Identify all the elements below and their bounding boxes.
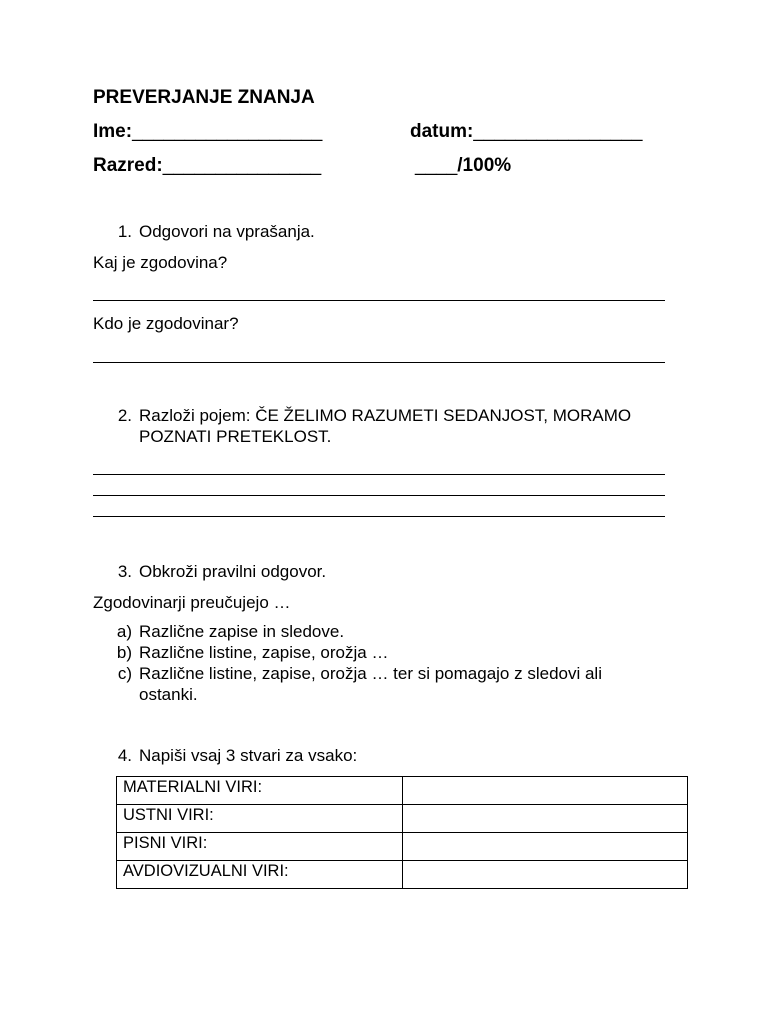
question-1a-text: Kaj je zgodovina? [93, 253, 228, 272]
name-field[interactable] [93, 121, 322, 143]
answer-line[interactable] [93, 474, 665, 475]
date-blank[interactable]: ________________ [473, 121, 643, 142]
date-label: datum: [410, 121, 474, 142]
row-label: MATERIALNI VIRI: [117, 777, 403, 805]
question-2-line1: Razloži pojem: ČE ŽELIMO RAZUMETI SEDANJOST, MORAMO [139, 406, 632, 425]
answer-cell[interactable] [403, 805, 688, 833]
option-a[interactable]: Različne zapise in sledove. [139, 622, 345, 641]
question-3-text: Obkroži pravilni odgovor. [139, 562, 327, 581]
answer-cell[interactable] [403, 861, 688, 889]
option-letter: c) [117, 664, 132, 683]
name-label: Ime: [93, 121, 133, 142]
class-blank[interactable]: _______________ [162, 155, 322, 176]
question-4-text: Napiši vsaj 3 stvari za vsako: [139, 746, 358, 765]
class-field[interactable] [93, 155, 321, 177]
row-label: AVDIOVIZUALNI VIRI: [117, 861, 403, 889]
table-row [117, 833, 688, 861]
answer-line[interactable] [93, 300, 665, 301]
option-c[interactable]: Različne listine, zapise, orožja … ter si pomagajo z sledovi ali [139, 664, 602, 683]
sources-table [116, 776, 688, 889]
page-title: PREVERJANJE ZNANJA [93, 87, 315, 108]
question-number: 1. [117, 222, 132, 241]
option-b[interactable]: Različne listine, zapise, orožja … [139, 643, 389, 662]
question-1-text: Odgovori na vprašanja. [139, 222, 315, 241]
question-1b-text: Kdo je zgodovinar? [93, 314, 239, 333]
answer-cell[interactable] [403, 833, 688, 861]
question-number: 4. [117, 746, 132, 765]
question-3-stem: Zgodovinarji preučujejo … [93, 593, 291, 612]
question-number: 2. [117, 406, 132, 425]
answer-line[interactable] [93, 516, 665, 517]
question-number: 3. [117, 562, 132, 581]
class-label: Razred: [93, 155, 163, 176]
row-label: PISNI VIRI: [117, 833, 403, 861]
option-letter: b) [116, 643, 132, 662]
score-blank[interactable]: ____ [415, 155, 458, 176]
answer-cell[interactable] [403, 777, 688, 805]
row-label: USTNI VIRI: [117, 805, 403, 833]
score-field[interactable] [415, 155, 511, 177]
answer-line[interactable] [93, 495, 665, 496]
option-c-continued[interactable]: ostanki. [139, 685, 198, 704]
option-letter: a) [116, 622, 132, 641]
question-2-line2: POZNATI PRETEKLOST. [139, 427, 332, 446]
table-row [117, 777, 688, 805]
score-suffix: /100% [457, 155, 512, 176]
table-row [117, 861, 688, 889]
answer-line[interactable] [93, 362, 665, 363]
name-blank[interactable]: __________________ [132, 121, 323, 142]
table-row [117, 805, 688, 833]
date-field[interactable] [410, 121, 642, 143]
